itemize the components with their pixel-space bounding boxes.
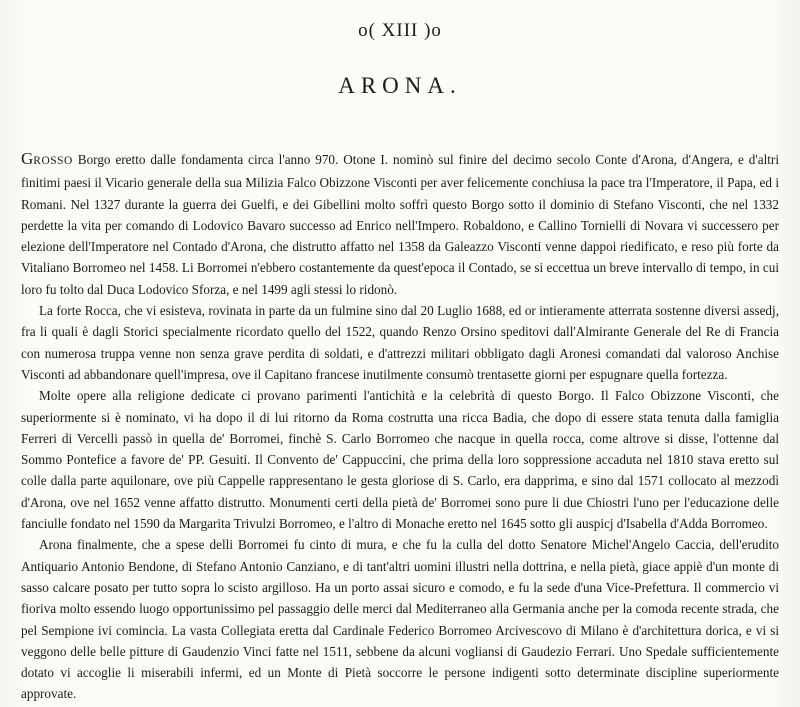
- opening-word: ROSSO: [33, 155, 73, 167]
- paragraph-2: La forte Rocca, che vi esisteva, rovinata in parte da un fulmine sino dal 20 Luglio 1688, ed or intieramente atterrata sostenne diversi assedj, fra li quali è dagli Storici specialmente ricordato quello del 1522, quando Renzo Orsino speditovi dall'Almirante Generale del Re di Francia con numerosa truppa venne non senza grave perdita di soldati, e d'attrezzi militari obbligato dagli Aronesi comandati dal valoroso Anchise Visconti ad abbandonare quell'impresa, ove il Capitano francese inutilmente consumò trentasette giorni per espugnare quella fortezza.: [21, 303, 779, 382]
- paragraph-3: Molte opere alla religione dedicate ci provano parimenti l'antichità e la celebrità di questo Borgo. Il Falco Obizzone Visconti, che superiormente si è nominato, vi ha dopo il di lui ritorno da Roma costrutta una ricca Badia, che dopo di essere stata tenuta dalla famiglia Ferreri di Vercelli passò in quella de' Borromei, finchè S. Carlo Borromeo che nacque in quella rocca, come altrove si disse, l'ottenne dal Sommo Pontefice a favore de' PP. Gesuiti. Il Convento de' Cappuccini, che prima della loro soppressione accaduta nel 1810 stava eretto sul colle dalla parte aquilonare, ove più Cappelle rappresentano le gesta gloriose di S. Carlo, era dapprima, e sino dal 1571 collocato al mezzodì d'Arona, ove nel 1652 venne affatto distrutto. Monumenti certi della pietà de' Borromei sono pure li due Chiostri l'uno per l'educazione delle fanciulle fondato nel 1590 da Margarita Trivulzi Borromeo, e l'altro di Monache eretto nel 1645 sotto gli auspicj d'Isabella d'Adda Borromeo.: [21, 388, 779, 532]
- page-number: o( XIII )o: [358, 20, 442, 41]
- page-title: ARONA.: [338, 73, 462, 98]
- article-body: [21, 148, 779, 705]
- paragraph-4: Arona finalmente, che a spese delli Borromei fu cinto di mura, e che fu la culla del dotto Senatore Michel'Angelo Caccia, dell'erudito Antiquario Antonio Bendone, di Stefano Antonio Canziano, e di tant'altri uomini illustri nella dottrina, e nella pietà, giace appiè d'un monte di sasso calcare posato per tutto sopra lo scisto argilloso. Ha un porto assai sicuro e comodo, e fu la sede d'una Vice-Prefettura. Il commercio vi fioriva molto essendo luogo opportunissimo pel passaggio delle merci dal Mediterraneo alla Germania anche per la comoda recente strada, che pel Sempione ivi comincia. La vasta Collegiata eretta dal Cardinale Federico Borromeo Arcivescovo di Milano è d'architettura dorica, e vi si veggono delle belle pitture di Gaudenzio Vinci fatte nel 1511, sebbene da alcuni vogliansi di Gaudezio Ferrari. Uno Spedale sufficientemente dotato vi accoglie li miserabili infermi, ed un Monte di Pietà soccorre le persone indigenti sotto determinate discipline superiormente approvate.: [21, 537, 779, 702]
- paragraph-1: [21, 148, 779, 300]
- initial-letter: G: [21, 149, 34, 168]
- paragraph-1-text: Borgo eretto dalle fondamenta circa l'anno 970. Otone I. nominò sul finire del decimo secolo Conte d'Arona, d'Angera, e d'altri finitimi paesi il Vicario generale della sua Milizia Falco Obizzone Visconti per aver felicemente conchiusa la pace tra l'Imperatore, il Papa, ed i Romani. Nel 1327 durante la guerra dei Guelfi, e dei Gibellini molto soffrì questo Borgo sotto il dominio di Stefano Visconti, che nel 1332 perdette la vita per comando di Lodovico Bavaro successo ad Enrico nell'Impero. Robaldono, e Callino Tornielli di Novara vi successero per elezione dell'Imperatore nel Contado d'Arona, che distrutto affatto nel 1358 da Galeazzo Visconti venne dappoi riedificato, e reso più forte da Vitaliano Borromeo nel 1458. Li Borromei n'ebbero costantemente da quest'epoca il Contado, se si eccettua un breve intervallo di tempo, in cui loro fu tolto dal Duca Lodovico Sforza, e nel 1499 agli stessi lo ridonò.: [21, 152, 779, 297]
